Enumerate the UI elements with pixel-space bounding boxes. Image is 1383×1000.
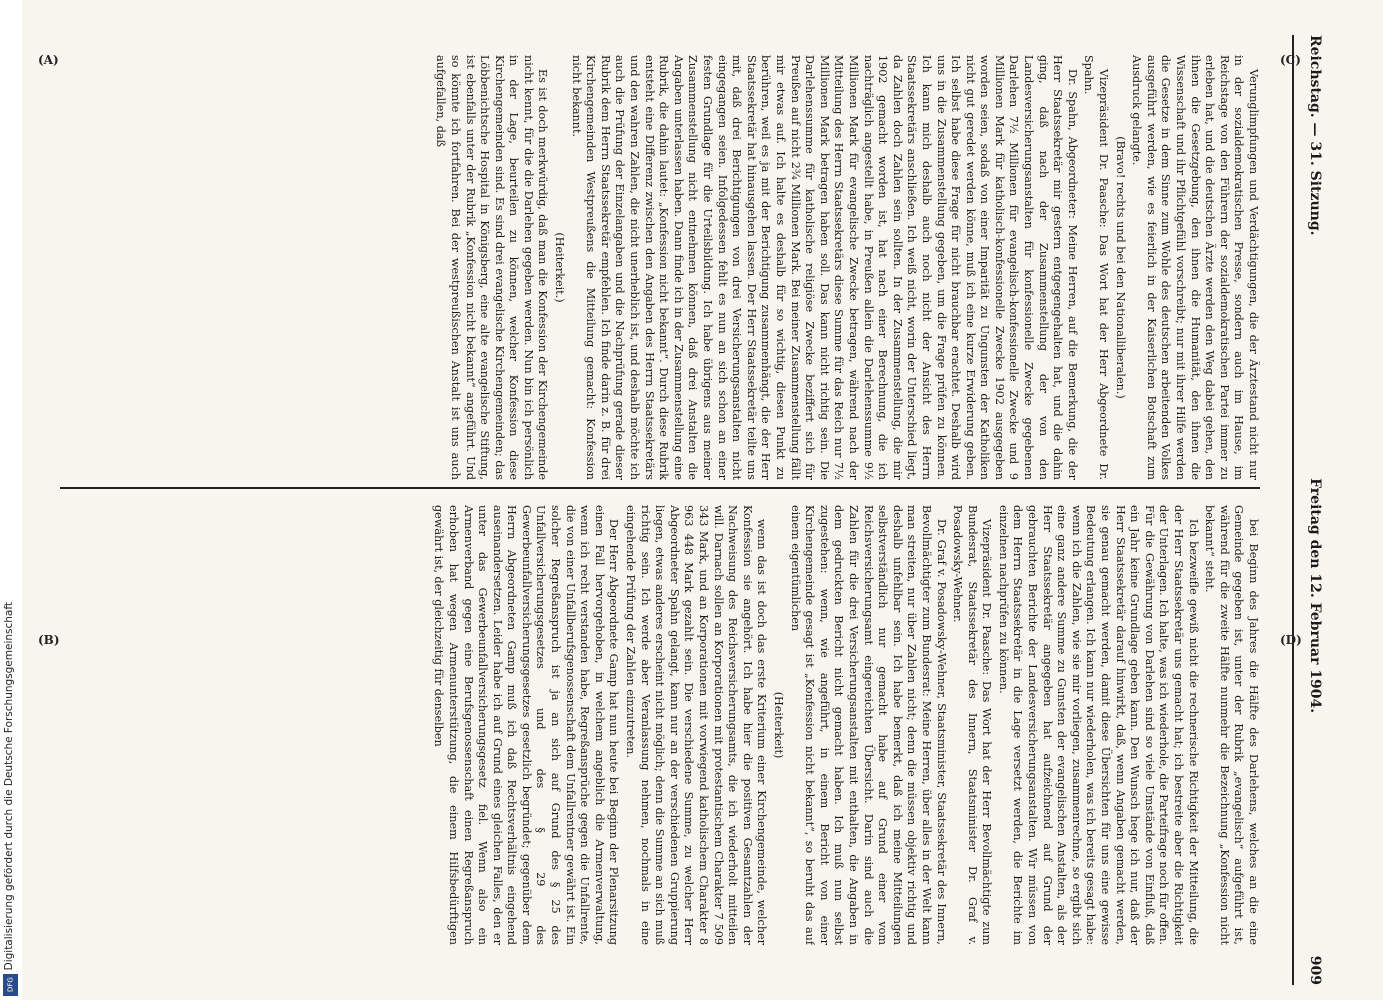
paragraph: (Bravo! rechts und bei den Nationalliberalen.) <box>1113 136 1127 399</box>
paragraph: bei Beginn des Jahres die Hälfte des Darlehens, welches an die eine Gemeinde gegeben ist, unter der Rubrik „evangelisch“ aufgeführt ist, während für die zweite Hälfte nunmehr die Bezeichnung „Konfession nicht bekannt“ steht. <box>1203 505 1260 945</box>
column-divider <box>60 487 1260 489</box>
paragraph: Dr. Spahn, Abgeordneter: Meine Herren, auf die Bemerkung, die der Herr Staatssekretär mir gestern entgegengehalten hat, und die dahin ging, daß nach der Zusammenstellung der von den Landesversicherungsanstalten für konfessionelle Zwecke gegebenen Darlehen 7½ Millionen für evangelisch-konfessionelle Zwecke und 9 Millionen Mark für katholisch-konfessionelle Zwecke 1902 ausgegeben worden seien, sodaß von einer Imparität zu Ungunsten der Katholiken nicht gut geredet werden könne, muß ich eine kurze Erwiderung geben. Ich selbst habe diese Frage für nicht brauchbar erachtet. Deshalb wird uns in die Zusammenstellung gegeben, um die Frage prüfen zu können. Ich kann mich deshalb auch noch nicht der Ansicht des Herrn Staatssekretärs anschließen. Ich weiß nicht, worin der Unterschied liegt, da Zahlen doch Zahlen sein sollten. In der Zusammenstellung, die mir 1902 gemacht worden ist, hat nach einer Berechnung, die ich nachträglich angestellt habe, in Preußen allein die Darlehenssumme 9½ Millionen Mark für evangelische Zwecke betragen, während nach der Mitteilung des Herrn Staatssekretärs diese Summe für das Reich nur 7½ Millionen Mark betragen haben soll. Das kann nicht richtig sein. Die Darlehenssumme für katholische religiöse Zwecke beziffert sich für Preußen auf nicht 2¾ Millionen Mark. Bei meiner Zusammenstellung fällt mir etwas auf. Ich halte es deshalb für so wichtig, diesen Punkt zu berühren, weil es ja mit der Berichtigung zusammenhängt, die der Herr Staatssekretär hat hinausgehen lassen. Der Herr Staatssekretär teilte uns mit, daß drei Berichtigungen von drei Versicherungsanstalten nicht eingegangen seien. Infolgedessen fehlt es nun an sich schon an einer festen Grundlage für die Urteilsbildung. Ich habe übrigens aus meiner Zusammenstellung nicht entnehmen können, daß drei Anstalten die Angaben unterlassen haben. Dann finde ich in der Zusammenstellung eine Rubrik, die dahin lautet: „Konfession nicht bekannt“. Durch diese Rubrik entsteht eine Differenz zwischen den Angaben des Herrn Staatssekretärs und den wahren Zahlen, die nicht unerheblich ist, und deshalb möchte ich auch die Prüfung der Einzelangaben und die Nachprüfung gerade dieser Rubrik dem Herrn Staatssekretär empfehlen. Ich finde darin z. B. für drei Kirchengemeinden Westpreußens die Mitteilung gemacht: Konfession nicht bekannt. <box>569 55 1079 480</box>
marker-c: (C) <box>1280 53 1301 67</box>
dfg-logo: DFG <box>3 974 18 996</box>
header-rule <box>1292 35 1294 985</box>
marker-a: (A) <box>38 53 59 67</box>
header-center: Freitag den 12. Februar 1904. <box>1307 478 1323 714</box>
header-left: Reichstag. — 31. Sitzung. <box>1307 35 1323 236</box>
paragraph: Es ist doch merkwürdig, daß man die Konfession der Kirchengemeinde nicht kennt, für die die Darlehen gegeben werden. Nun bin ich persönlich in der Lage, beurteilen zu können, welcher Konfession diese Kirchengemeinden sind. Es sind drei evangelische Kirchengemeinden; das Löbbenichtsche Hospital in Königsberg, eine alte evangelische Stiftung, ist ebenfalls unter der Rubrik „Konfession nicht bekannt“ angeführt. Und so könnte ich fortfahren. Bei der westpreußischen Anstalt ist uns auch aufgefallen, daß <box>434 55 550 480</box>
paragraph: Vizepräsident Dr. Paasche: Das Wort hat der Herr Abgeordnete Dr. Spahn. <box>1082 55 1111 480</box>
marker-b: (B) <box>38 633 60 647</box>
paragraph: (Heiterkeit) <box>772 691 785 759</box>
marker-d: (D) <box>1280 633 1302 647</box>
paragraph: Dr. Graf v. Posadowsky-Wehner, Staatsminister, Staatssekretär des Innern, Bevollmächtigter zum Bundesrat: Meine Herren, über alles in der Welt kann man streiten, nur über Zahlen nicht; denn die müssen objektiv richtig und deshalb unfehlbar sein. Ich habe bemerkt, daß ich meine Mitteilungen selbstverständlich nur gemacht habe auf Grund einer vom Reichsversicherungsamt eingereichten Übersicht. Darin sind auch die Zahlen für die drei Versicherungsanstalten mit enthalten, die Angaben in dem gedruckten Bericht nicht gemacht haben. Ich muß nun selbst zugestehen: wenn, wie angeführt, in einem Bericht von einer Kirchengemeinde gesagt ist „Konfession nicht bekannt“, so beruht das auf einem eigentümlichen <box>788 505 948 945</box>
digitization-note <box>0 0 22 1000</box>
paragraph: wenn das ist doch das erste Kriterium einer Kirchengemeinde, welcher Konfession sie angehört. Ich habe hier die positiven Gesamtzahlen der Nachweisung des Reichsversicherungsamts, die ich wiederholt mitteilen will. Darnach sollen an Korporationen mit protestantischem Charakter 7 509 343 Mark, und an Korporationen mit vorwiegend katholischem Charakter 8 963 448 Mark gezahlt sein. Die verschiedene Summe, zu welcher Herr Abgeordneter Spahn gelangt, kann nur an der verschiedenen Gruppierung liegen, etwas anderes erscheint nicht möglich; denn die Summe an sich muß richtig sein. Ich werde aber Veranlassung nehmen, nochmals in eine eingehende Prüfung der Zahlen einzutreten. <box>624 505 769 945</box>
page-number: 909 <box>1307 955 1323 985</box>
paragraph: Vizepräsident Dr. Paasche: Das Wort hat der Herr Bevollmächtigte zum Bundesrat, Staatssekretär des Innern, Staatsminister Dr. Graf v. Posadowsky-Wehner. <box>951 505 994 945</box>
page <box>40 35 1350 985</box>
page-header <box>1300 35 1330 985</box>
column-right <box>70 505 1260 945</box>
paragraph: Der Herr Abgeordnete Gamp hat nun heute bei Beginn der Plenarsitzung einen Fall hervorgehoben, in welchem angeblich die Armenverwaltung, wenn ich recht verstanden habe, Regreßansprüche gegen die Unfallrente, die von einer Unfallberufsgenossenschaft dem Unfallrentner gewährt ist. Ein solcher Regreßanspruch ist ja an sich auf Grund des § 25 des Unfallversicherungsgesetzes und des § 29 des Gewerbeunfallversicherungsgesetzes gesetzlich begründet; gegenüber dem Herrn Abgeordneten Gamp muß ich daß Rechtsverhältnis eingehend auseinandersetzen. Leider habe ich auf Grund eines gleichen Falles, den er unter das Gewerbeunfallversicherungsgesetz fiel. Wenn also ein Armenverband gegen eine Berufsgenossenschaft einen Regreßanspruch erhoben hat wegen Armenunterstützung, die einem Hilfsbedürftigen gewährt ist, der gleichzeitig für denselben <box>432 505 621 945</box>
paragraph: Ich bezweifle gewiß nicht die rechnerische Richtigkeit der Mitteilung, die der Herr Staatssekretär uns gemacht hat; ich bestreite aber die Richtigkeit der Unterlagen. Ich halte, was ich wiederhole, die Parteifrage noch für offen. Für die Gewährung von Darlehen sind so viele Umstände von Einfluß, daß ein Jahr keine Grundlage geben kann. Den Wunsch hege ich nur, daß der Herr Staatssekretär darauf hinwirkt, daß, wenn Angaben gemacht werden, sie genau gemacht werden, damit diese Übersichten für uns eine gewisse Bedeutung erlangen. Ich kann nur wiederholen, was ich bereits gesagt habe: wenn ich die Zahlen, wie sie mir vorliegen, zusammenrechne, so ergibt sich eine ganz andere Summe zu Gunsten der evangelischen Anstalten, als der Herr Staatssekretär angegeben hat aufzeichnend auf Grund der gebrauchten Berichte der Landesversicherungsanstalten. Wir müssen von dem Herrn Staatssekretär in die Lage versetzt werden, die Berichte im einzelnen nachprüfen zu können. <box>996 505 1200 945</box>
paragraph: (Heiterkeit.) <box>553 232 567 303</box>
paragraph: Verunglimpfungen und Verdächtigungen, die der Ärztestand nicht nur in der sozialdemokratischen Presse, sondern auch im Hause, im Reichstage von den Führern der sozialdemokratischen Partei immer zu erleben hat, und die deutschen Ärzte werden den Weg dabei gehen, den ihnen die Gesetzgebung, den ihnen die Humanität, den ihnen die Wissenschaft und ihr Pflichtgefühl vorschreibt; nur mit ihrer Hilfe werden die Gesetze in dem Sinne zum Wohle des deutschen arbeitenden Volkes ausgeführt werden, wie es feierlich in der Kaiserlichen Botschaft zum Ausdruck gelangte. <box>1130 55 1260 480</box>
digitization-note-text: Digitalisierung gefördert durch die Deutsche Forschungsgemeinschaft <box>3 601 15 970</box>
column-left <box>70 55 1260 480</box>
